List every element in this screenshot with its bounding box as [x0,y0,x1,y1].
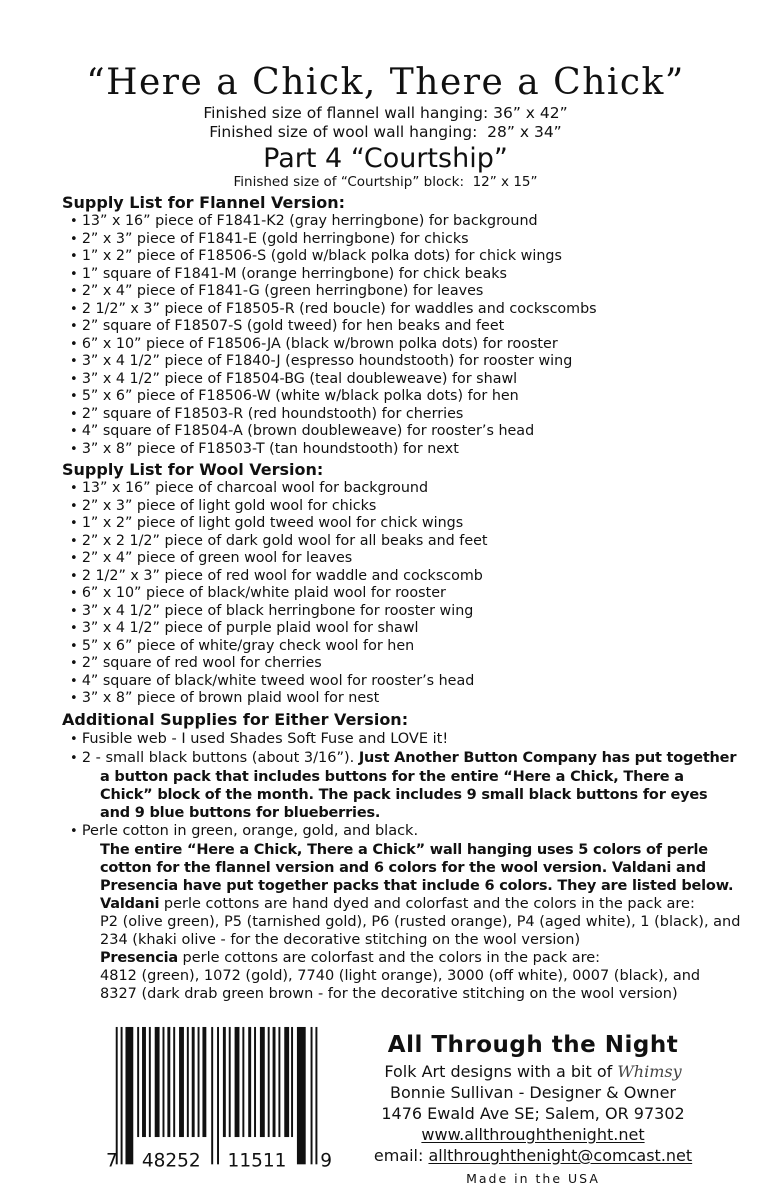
supply-item: • 2” square of F18507-S (gold tweed) for hen beaks and feet [70,318,741,336]
supply-item: • 3” x 4 1/2” piece of purple plaid wool for shawl [70,620,741,638]
company-tagline [368,1061,698,1082]
supply-item: • 4” square of black/white tweed wool for rooster’s head [70,673,741,691]
presencia-label: Presencia [100,949,178,966]
supply-item: • 6” x 10” piece of F18506-JA (black w/brown polka dots) for rooster [70,336,741,354]
flannel-supply-section [0,194,771,458]
perle-intro-text: Perle cotton in green, orange, gold, and black. [81,822,419,839]
wool-heading: Supply List for Wool Version: [62,460,324,479]
supply-item: • 5” x 6” piece of white/gray check wool for hen [70,638,741,656]
additional-heading: Additional Supplies for Either Version: [62,709,409,729]
perle-paragraph: The entire “Here a Chick, There a Chick” wall hanging uses 5 colors of perle cotton for the flannel version and 6 colors for the wool version. Valdani and Presencia have put together packs that include 6 colors. They are listed below. [100,841,734,894]
flannel-supply-list [62,213,741,458]
supply-item: • 3” x 8” piece of F18503-T (tan houndstooth) for next [70,441,741,459]
valdani-text: perle cottons are hand dyed and colorfast and the colors in the pack are: [159,895,695,912]
supply-item: • 3” x 4 1/2” piece of black herringbone for rooster wing [70,603,741,621]
supply-item: • 1” square of F1841-M (orange herringbone) for chick beaks [70,266,741,284]
barcode-left-digit: 7 [106,1149,118,1171]
block-size-line: Finished size of “Courtship” block: 12” x 15” [233,174,538,190]
part-title: Part 4 “Courtship” [263,143,508,174]
supply-item: • 2” x 4” piece of F1841-G (green herringbone) for leaves [70,283,741,301]
tagline-whimsy-text: Whimsy [617,1061,682,1081]
supply-item: • 5” x 6” piece of F18506-W (white w/black polka dots) for hen [70,388,741,406]
barcode-right-digit: 9 [320,1149,332,1171]
supply-item: • 4” square of F18504-A (brown doubleweave) for rooster’s head [70,423,741,441]
supply-item: • 2” square of F18503-R (red houndstooth) for cherries [70,406,741,424]
barcode-group2: 11511 [227,1149,287,1171]
supply-item: • 3” x 8” piece of brown plaid wool for nest [70,690,741,708]
flannel-size-line: Finished size of flannel wall hanging: 36” x 42” [203,104,568,122]
supply-item: • 2” square of red wool for cherries [70,655,741,673]
made-in-usa-line: Made in the USA [466,1170,600,1186]
additional-supplies-section [0,711,771,1003]
buttons-bold-text: Just Another Button Company has put together a button pack that includes buttons for the entire “Here a Chick, There a Chick” block of the month. The pack includes 9 small black buttons for eyes and 9 blue buttons for blueberries. [100,749,737,821]
flannel-heading: Supply List for Flannel Version: [62,193,346,212]
supply-item: • 2” x 3” piece of light gold wool for chicks [70,498,741,516]
owner-line: Bonnie Sullivan - Designer & Owner [390,1082,676,1102]
supply-item: • 2” x 2 1/2” piece of dark gold wool for all beaks and feet [70,533,741,551]
email-line [368,1145,698,1166]
valdani-label: Valdani [100,895,160,912]
additional-supplies-list [62,730,741,1003]
supply-item: • 2 1/2” x 3” piece of red wool for waddle and cockscomb [70,568,741,586]
supply-item: • 6” x 10” piece of black/white plaid wool for rooster [70,585,741,603]
fusible-web-item: • Fusible web - I used Shades Soft Fuse and LOVE it! [70,730,741,749]
supply-item: • 2” x 3” piece of F1841-E (gold herringbone) for chicks [70,231,741,249]
supply-item: • 13” x 16” piece of charcoal wool for background [70,480,741,498]
wool-supply-list [62,480,741,708]
email-label: email: [373,1145,429,1165]
barcode [106,1025,332,1177]
buttons-text: 2 - small black buttons (about 3/16”). [81,749,359,766]
presencia-text: perle cottons are colorfast and the colors in the pack are: [177,949,601,966]
supply-item: • 2 1/2” x 3” piece of F18505-R (red boucle) for waddles and cockscombs [70,301,741,319]
supply-item: • 2” x 4” piece of green wool for leaves [70,550,741,568]
presencia-line [100,949,741,967]
perle-cotton-item [70,822,741,1003]
supply-item: • 3” x 4 1/2” piece of F1840-J (espresso houndstooth) for rooster wing [70,353,741,371]
address-line: 1476 Ewald Ave SE; Salem, OR 97302 [381,1103,685,1123]
wool-supply-section [0,461,771,708]
website-link: www.allthroughthenight.net [421,1124,645,1144]
valdani-colors: P2 (olive green), P5 (tarnished gold), P6 (rusted orange), P4 (aged white), 1 (black), and 234 (khaki olive - for the decorative stitching on the wool version) [100,913,741,948]
header [0,0,771,191]
company-name: All Through the Night [387,1031,679,1058]
barcode-group1: 48252 [141,1149,201,1171]
supply-item: • 3” x 4 1/2” piece of F18504-BG (teal doubleweave) for shawl [70,371,741,389]
supply-item: • 13” x 16” piece of F1841-K2 (gray herringbone) for background [70,213,741,231]
page-title: “Here a Chick, There a Chick” [86,62,685,103]
supply-item: • 1” x 2” piece of F18506-S (gold w/black polka dots) for chick wings [70,248,741,266]
buttons-item [70,749,741,822]
tagline-text: Folk Art designs with a bit of [384,1061,618,1081]
valdani-line [100,895,741,913]
email-link: allthroughthenight@comcast.net [428,1145,693,1165]
presencia-colors: 4812 (green), 1072 (gold), 7740 (light orange), 3000 (off white), 0007 (black), and 8327 (dark drab green brown - for the decorative stitching on the wool version) [100,967,701,1002]
wool-size-line: Finished size of wool wall hanging: 28” x 34” [209,123,562,141]
barcode-bars [116,1026,318,1163]
footer [106,1025,771,1189]
publisher-block [368,1025,698,1189]
supply-item: • 1” x 2” piece of light gold tweed wool for chick wings [70,515,741,533]
